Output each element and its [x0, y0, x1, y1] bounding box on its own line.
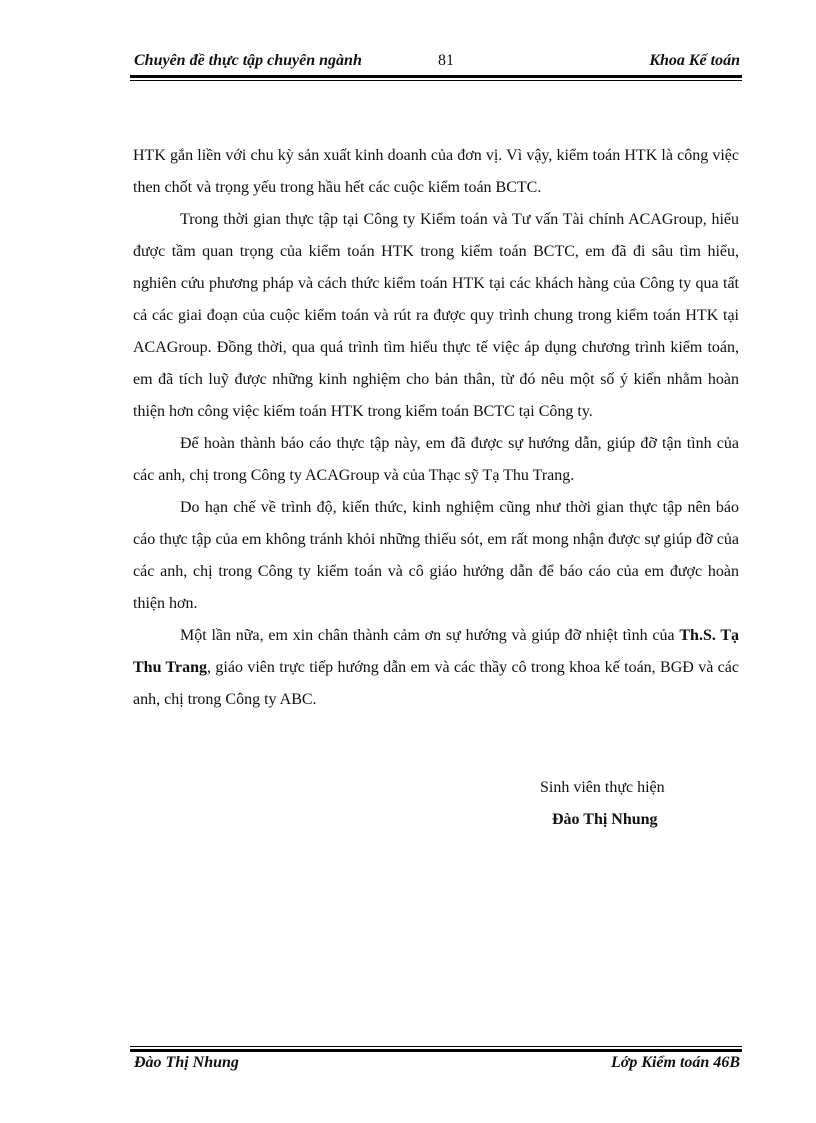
signature-name: Đào Thị Nhung [552, 811, 658, 828]
signature-block [540, 772, 665, 836]
paragraph-1: HTK gắn liền với chu kỳ sản xuất kinh doanh của đơn vị. Vì vậy, kiểm toán HTK là công việc then chốt và trọng yếu trong hầu hết các cuộc kiểm toán BCTC. [133, 147, 739, 196]
paragraph-5-start: Một lần nữa, em xin chân thành cảm ơn sự hướng và giúp đỡ nhiệt tình của [180, 627, 675, 644]
header-department: Khoa Kế toán [649, 52, 740, 69]
paragraph-4: Do hạn chế về trình độ, kiến thức, kinh nghiệm cũng như thời gian thực tập nên báo cáo thực tập của em không tránh khỏi những thiếu sót, em rất mong nhận được sự giúp đỡ của các anh, chị trong Công ty kiểm toán và cô giáo hướng dẫn để báo cáo của em được hoàn thiện hơn. [133, 499, 739, 612]
paragraph-3: Để hoàn thành báo cáo thực tập này, em đã được sự hướng dẫn, giúp đỡ tận tình của các anh, chị trong Công ty ACAGroup và của Thạc sỹ Tạ Thu Trang. [133, 435, 739, 484]
page-header [130, 50, 742, 78]
paragraph-2: Trong thời gian thực tập tại Công ty Kiểm toán và Tư vấn Tài chính ACAGroup, hiểu được tầm quan trọng của kiểm toán HTK trong kiểm toán BCTC, em đã đi sâu tìm hiểu, nghiên cứu phương pháp và cách thức kiểm toán HTK tại các khách hàng của Công ty qua tất cả các giai đoạn của cuộc kiểm toán và rút ra được quy trình chung trong kiểm toán HTK tại ACAGroup. Đồng thời, qua quá trình tìm hiểu thực tế việc áp dụng chương trình kiểm toán, em đã tích luỹ được những kinh nghiệm cho bản thân, từ đó nêu một số ý kiến nhằm hoàn thiện hơn công việc kiểm toán HTK trong kiểm toán BCTC tại Công ty. [133, 211, 739, 420]
paragraph-5 [133, 620, 739, 716]
page-number: 81 [438, 52, 454, 69]
page-footer [130, 1054, 742, 1078]
header-rule [130, 75, 742, 81]
footer-author: Đào Thị Nhung [134, 1054, 239, 1071]
paragraph-5-end: , giáo viên trực tiếp hướng dẫn em và các thầy cô trong khoa kế toán, BGĐ và các anh, chị trong Công ty ABC. [133, 659, 739, 708]
document-body [133, 140, 739, 716]
footer-rule [130, 1046, 742, 1052]
advisor-name: Th.S. Tạ Thu Trang [133, 627, 740, 676]
header-title: Chuyên đề thực tập chuyên ngành [134, 52, 362, 69]
signature-label: Sinh viên thực hiện [540, 779, 665, 796]
footer-class: Lớp Kiểm toán 46B [610, 1054, 740, 1071]
